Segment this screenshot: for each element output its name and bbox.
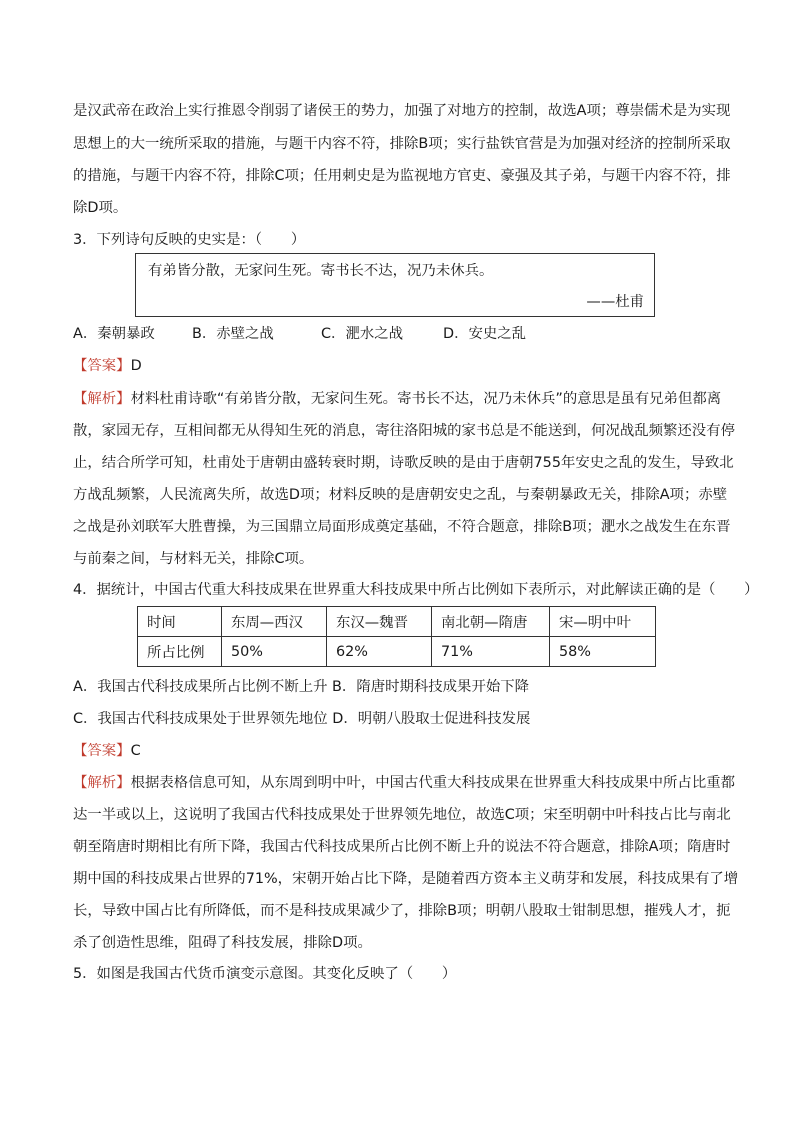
answer-value: C — [130, 743, 141, 759]
q4-options-line: C．我国古代科技成果处于世界领先地位 D．明朝八股取士促进科技发展 — [73, 711, 531, 727]
q3-option-c: C．淝水之战 — [321, 326, 404, 342]
q4-analysis-line: 朝至隋唐时期相比有所下降，我国古代科技成果所占比例不断上升的说法不符合题意，排除A项；隋唐时 — [73, 839, 731, 855]
answer-tag: 【答案】 — [73, 358, 131, 374]
q3-poem-text: 有弟皆分散，无家问生死。寄书长不达，况乃未休兵。 — [148, 263, 494, 279]
answer-tag: 【答案】 — [73, 743, 131, 759]
table-cell: 南北朝—隋唐 — [432, 607, 550, 637]
table-cell: 宋—明中叶 — [550, 607, 656, 637]
table-cell: 62% — [327, 637, 432, 667]
q3-answer — [73, 356, 142, 376]
q2-explanation-line: 除D项。 — [73, 200, 128, 216]
table-cell: 时间 — [138, 607, 222, 637]
table-cell: 东汉—魏晋 — [327, 607, 432, 637]
q4-analysis-line: 期中国的科技成果占世界的71%，宋朝开始占比下降，是随着西方资本主义萌芽和发展，科技成果有了增 — [73, 871, 739, 887]
table-cell: 东周—西汉 — [222, 607, 327, 637]
q3-poem-author: ——杜甫 — [586, 294, 644, 310]
analysis-tag: 【解析】 — [73, 391, 131, 407]
analysis-tag: 【解析】 — [73, 775, 131, 791]
q4-analysis-line: 达一半或以上，这说明了我国古代科技成果处于世界领先地位，故选C项；宋至明朝中叶科技占比与南北 — [73, 807, 731, 823]
q3-analysis-line: 散，家园无存，互相间都无从得知生死的消息，寄往洛阳城的家书总是不能送到，何况战乱频繁还没有停 — [73, 423, 735, 439]
q4-analysis-line: 杀了创造性思维，阻碍了科技发展，排除D项。 — [73, 935, 372, 951]
q2-explanation-line: 思想上的大一统所采取的措施，与题干内容不符，排除B项；实行盐铁官营是为加强对经济的控制所采取 — [73, 136, 731, 152]
q3-stem: 3．下列诗句反映的史实是：（ ） — [73, 232, 306, 248]
q3-analysis-line — [73, 389, 721, 409]
q4-statistics-table — [137, 606, 656, 667]
q4-stem: 4．据统计，中国古代重大科技成果在世界重大科技成果中所占比例如下表所示，对此解读正确的是（ ） — [73, 582, 759, 598]
answer-value: D — [130, 358, 142, 374]
table-cell: 58% — [550, 637, 656, 667]
analysis-text: 材料杜甫诗歌“有弟皆分散，无家问生死。寄书长不达，况乃未休兵”的意思是虽有兄弟但都离 — [130, 391, 722, 407]
q5-stem: 5．如图是我国古代货币演变示意图。其变化反映了（ ） — [73, 966, 457, 982]
q3-analysis-line: 方战乱频繁，人民流离失所，故选D项；材料反映的是唐朝安史之乱，与秦朝暴政无关，排除A项；赤壁 — [73, 487, 728, 503]
q3-option-b: B．赤壁之战 — [192, 326, 274, 342]
table-row — [138, 637, 656, 667]
q3-option-d: D．安史之乱 — [443, 326, 527, 342]
q3-analysis-line: 与前秦之间，与材料无关，排除C项。 — [73, 551, 314, 567]
q2-explanation-line: 的措施，与题干内容不符，排除C项；任用刺史是为监视地方官吏、豪强及其子弟，与题干内容不符，排 — [73, 168, 731, 184]
q3-analysis-line: 之战是孙刘联军大胜曹操，为三国鼎立局面形成奠定基础，不符合题意，排除B项；淝水之战发生在东晋 — [73, 519, 731, 535]
q4-analysis-line: 长，导致中国占比有所降低，而不是科技成果减少了，排除B项；明朝八股取士钳制思想，摧残人才，扼 — [73, 903, 731, 919]
q3-analysis-line: 止，结合所学可知，杜甫处于唐朝由盛转衰时期，诗歌反映的是由于唐朝755年安史之乱的发生，导致北 — [73, 455, 734, 471]
table-cell: 71% — [432, 637, 550, 667]
q3-poem-box — [135, 253, 655, 317]
q4-answer — [73, 741, 141, 761]
q4-analysis-line — [73, 773, 735, 793]
q4-options-line: A．我国古代科技成果所占比例不断上升 B．隋唐时期科技成果开始下降 — [73, 679, 530, 695]
q3-option-a: A．秦朝暴政 — [73, 326, 155, 342]
table-cell: 所占比例 — [138, 637, 222, 667]
q2-explanation-line: 是汉武帝在政治上实行推恩令削弱了诸侯王的势力，加强了对地方的控制，故选A项；尊崇儒术是为实现 — [73, 103, 731, 119]
analysis-text: 根据表格信息可知，从东周到明中叶，中国古代重大科技成果在世界重大科技成果中所占比重都 — [130, 775, 735, 791]
table-header-row — [138, 607, 656, 637]
table-cell: 50% — [222, 637, 327, 667]
